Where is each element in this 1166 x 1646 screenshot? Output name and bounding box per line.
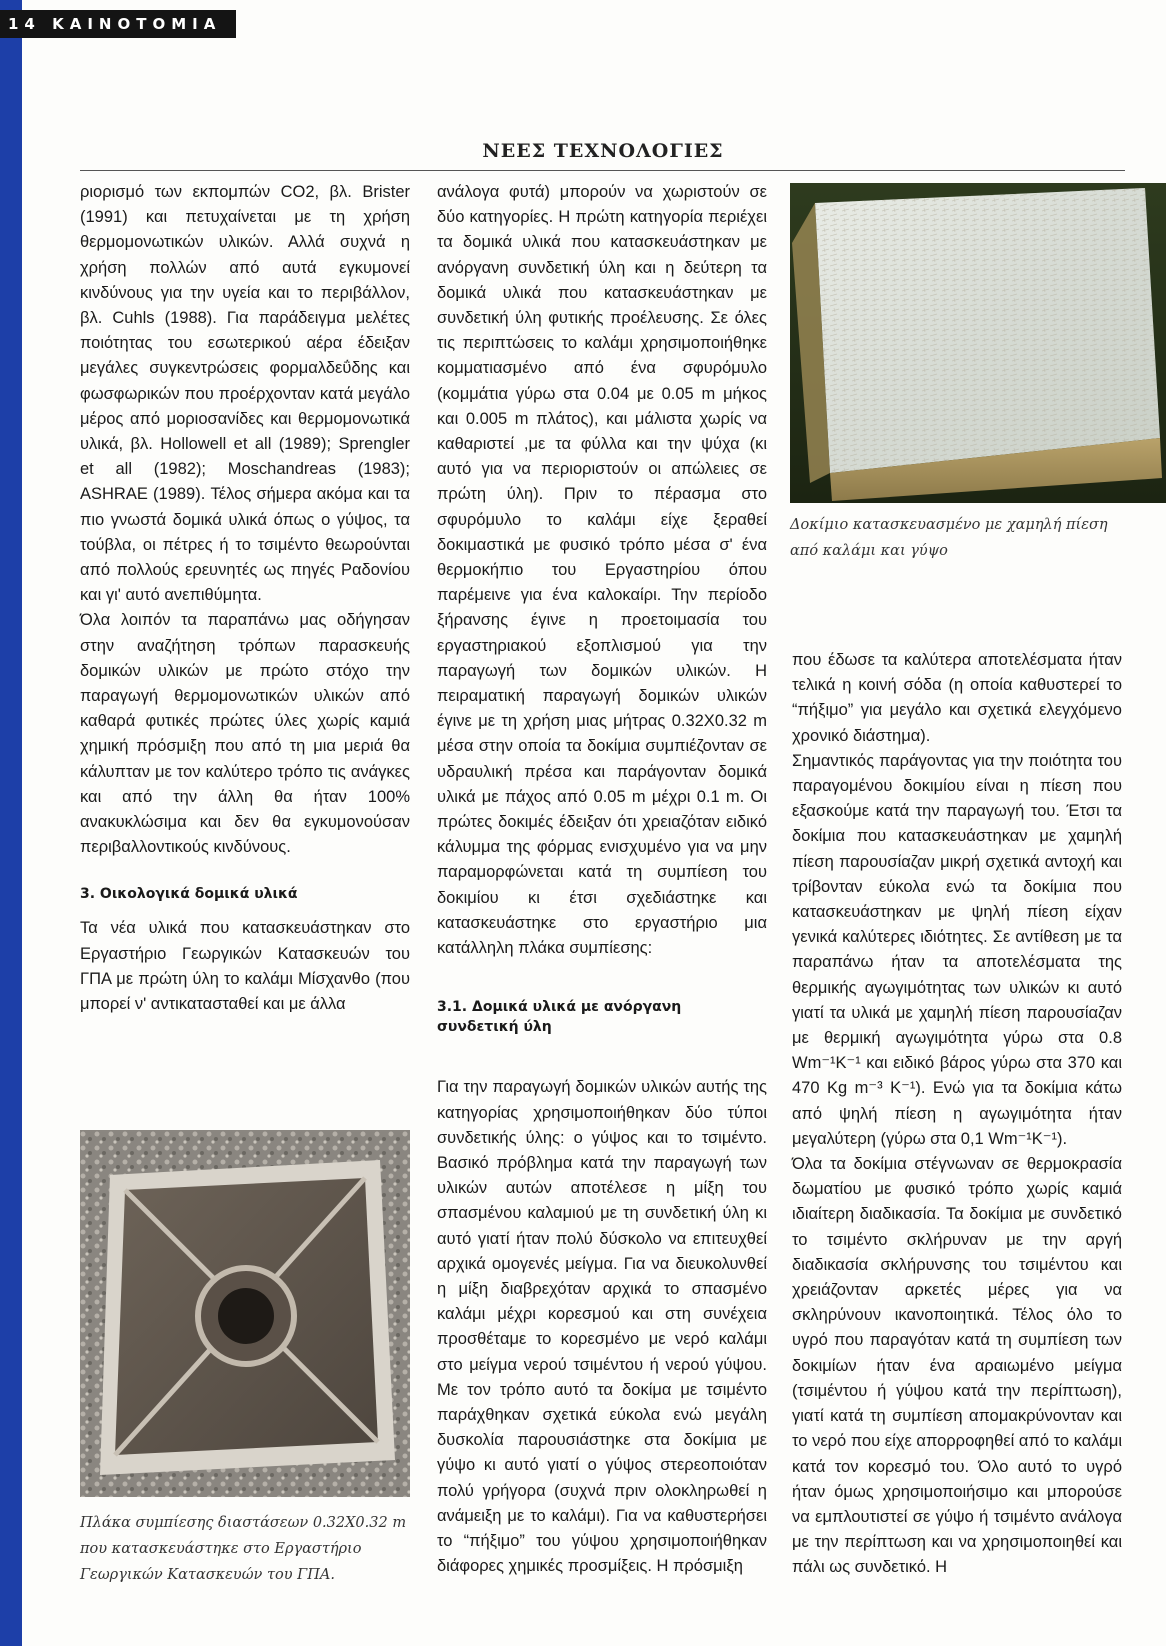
section-title: ΝΕΕΣ ΤΕΧΝΟΛΟΓΙΕΣ — [482, 140, 724, 162]
press-plate-photo — [80, 1130, 410, 1497]
title-rule — [80, 170, 1125, 171]
paragraph: Τα νέα υλικά που κατασκευάστηκαν στο Εργαστήριο Γεωργικών Κατασκευών του ΓΠΑ με πρώτη ύλη το καλάμι Μίσχανθο (που μπορεί ν' αντικατασταθεί και με άλλα — [80, 919, 410, 1014]
paragraph: που έδωσε τα καλύτερα αποτελέσματα ήταν τελικά η κοινή σόδα (η οποία καθυστερεί το “πήξιμο” για μεγάλο και σχετικά ελεγχόμενο χρονικό διάστημα). — [792, 651, 1122, 745]
press-plate-caption: Πλάκα συμπίεσης διαστάσεων 0.32Χ0.32 m που κατασκευάστηκε στο Εργαστήριο Γεωργικών Κατασκευών του ΓΠΑ. — [80, 1515, 407, 1583]
column-3 — [792, 648, 1122, 1581]
straw-sample-caption: Δοκίμιο κατασκευασμένο με χαμηλή πίεση από καλάμι και γύψο — [790, 517, 1108, 559]
paragraph: Όλα λοιπόν τα παραπάνω μας οδήγησαν στην αναζήτηση τρόπων παρασκευής δομικών υλικών με πρώτο στόχο την παραγωγή θερμομονωτικών υλικών από καθαρά φυτικές πρώτες ύλες χωρίς καμιά χημική πρόσμιξη που από τη μια μεριά θα κάλυπταν με τον καλύτερο τρόπο τις ανάγκες και από την άλλη θα ήταν 100% ανακυκλώσιμα και δεν θα εγκυμονούσαν περιβαλλοντικούς κινδύνους. — [80, 611, 410, 857]
paragraph: Σημαντικός παράγοντας για την ποιότητα του παραγομένου δοκιμίου είναι η πίεση που εξασκούμε κατά την παραγωγή του. Έτσι τα δοκίμια που κατασκευάστηκαν με χαμηλή πίεση παρουσίαζαν μικρή σχετικά αντοχή και τρίβονταν εύκολα ενώ τα δοκίμια που κατασκευάστηκαν με ψηλή πίεση είχαν γενικά καλύτερες ιδιότητες. Σε αντίθεση με τα παραπάνω ήταν τα αποτελέσματα της θερμικής αγωγιμότητας των υλικών κι αυτό γιατί τα υλικά με χαμηλή πίεση παρουσίαζαν με θερμική αγωγιμότητα γύρω στα 0.8 Wm⁻¹K⁻¹ και ειδικό βάρος γύρω στα 370 και 470 Kg m⁻³ K⁻¹). Ενώ για τα δοκίμια κάτω από ψηλή πίεση η αγωγιμότητα ήταν μεγαλύτερη (γύρω στα 0,1 Wm⁻¹K⁻¹). — [792, 751, 1122, 1148]
column-1 — [80, 180, 410, 1017]
heading-section-3-1: 3.1. Δομικά υλικά με ανόργανη συνδετική ύλη — [437, 999, 682, 1036]
left-blue-margin-bar — [0, 0, 22, 1646]
paragraph: Για την παραγωγή δομικών υλικών αυτής της κατηγορίας χρησιμοποιήθηκαν δύο τύποι συνδετικής ύλης: ο γύψος και το τσιμέντο. Βασικό πρόβλημα κατά την παραγωγή των υλικών αυτών αποτέλεσε η μίξη του σπασμένου καλαμιού με τη συνδετική ύλη κι αυτό γιατί ήταν πολύ δύσκολο να επιτευχθεί αρχικά ομογενές μείγμα. Για να διευκολυνθεί η μίξη διαβρεχόταν αρχικά το σπασμένο καλάμι μέχρι κορεσμού και στη συνέχεια προσθέταμε το κορεσμένο με νερό καλάμι στο μείγμα νερού τσιμέντου ή νερού γύψου. Με τον τρόπο αυτό τα δοκίμα με τσιμέντο παράχθηκαν σχετικά εύκολα ενώ μεγάλη δυσκολία παρουσιάστηκε στα δοκίμια με γύψο κι αυτό γιατί ο γύψος στερεοποιόταν πολύ γρήγορα (συχνά πριν ολοκληρωθεί η ανάμειξη με το καλάμι). Για να καθυστερήσει το “πήξιμο” του γύψου χρησιμοποιήθηκαν διάφορες χημικές προσμίξεις. Η πρόσμιξη — [437, 1078, 767, 1576]
paragraph: ανάλογα φυτά) μπορούν να χωριστούν σε δύο κατηγορίες. Η πρώτη κατηγορία περιέχει τα δομικά υλικά που κατασκευάστηκαν με ανόργανη συνδετική ύλη και η δεύτερη τα δομικά υλικά που κατασκευάστηκαν με συνδετική ύλη φυτικής προέλευσης. Σε όλες τις περιπτώσεις το καλάμι χρησιμοποιήθηκε κομματιασμένο από ένα σφυρόμυλο (κομμάτια γύρω στα 0.04 με 0.05 m μήκος και 0.005 m πλάτος), και μάλιστα χωρίς να καθαριστεί ,με τα φύλλα και την ψύχα (κι αυτό για να περιοριστούν οι απώλειες σε πρώτη ύλη). Πριν το πέρασμα στο σφυρόμυλο το καλάμι είχε ξεραθεί δοκιμαστικά με φυσικό τρόπο μέσα σ' ένα θερμοκήπιο του Εργαστηρίου όπου παρέμεινε για ένα καλοκαίρι. Την περίοδο ξήρανσης έγινε η προετοιμασία του εργαστηριακού εξοπλισμού για την παραγωγή των δομικών υλικών. Η πειραματική παραγωγή δομικών υλικών έγινε με τη χρήση μιας μήτρας 0.32Χ0.32 m μέσα στην οποία τα δοκίμια συμπιέζονταν σε υδραυλική πρέσα και παράγονταν δομικά υλικά με πάχος από 0.05 m μέχρι 0.1 m. Οι πρώτες δοκιμές έδειξαν ότι χρειαζόταν ειδικό κάλυμμα της φόρμας ενισχυμένο για να μην παραμορφώνεται κατά τη συμπίεση του δοκιμίου κι έτσι σχεδιάστηκε και κατασκευάστηκε στο εργαστήριο μια κατάλληλη πλάκα συμπίεσης: — [437, 183, 767, 958]
column-2 — [437, 180, 767, 1579]
page-header-tab: 14 ΚΑΙΝΟΤΟΜΙΑ — [0, 10, 236, 38]
paragraph: ριορισμό των εκπομπών CO2, βλ. Brister (1991) και πετυχαίνεται με τη χρήση θερμομονωτικών υλικών. Αλλά συχνά η χρήση πολλών από αυτά εγκυμονεί κινδύνους για την υγεία και το περιβάλλον, βλ. Cuhls (1988). Για παράδειγμα μελέτες ποιότητας του εσωτερικού αέρα έδειξαν μεγάλες συγκεντρώσεις φορμαλδεΰδης και φωσφωρικών που προέρχονταν κατά μεγάλο μέρος από μοριοσανίδες και θερμομονωτικά υλικά, βλ. Hollowell et all (1989); Sprengler et all (1982); Moschandreas (1983); ASHRAE (1989). Τέλος σήμερα ακόμα και τα πιο γνωστά δομικά υλικά όπως ο γύψος, τα τούβλα, οι πέτρες ή το τσιμέντο θεωρούνται από πολλούς ερευνητές ως πηγές Ραδονίου και γι' αυτό ανεπιθύμητα. — [80, 183, 410, 605]
paragraph: Όλα τα δοκίμια στέγνωναν σε θερμοκρασία δωματίου με φυσικό τρόπο χωρίς καμιά ιδιαίτερη διαδικασία. Τα δοκίμια με συνδετικό το τσιμέντο σκλήρυναν με την αργή διαδικασία σκλήρυνσης του τσιμέντου και χρειάζονταν αρκετές μέρες για να σκληρύνουν ικανοποιητικά. Τέλος όλο το υγρό που παραγόταν κατά τη συμπίεση των δοκιμίων ήταν ένα αραιωμένο μείγμα (τσιμέντου ή γύψου κατά την περίπτωση), γιατί κατά τη συμπίεση απομακρύνονταν και το νερό που είχε απορροφηθεί από το καλάμι κατά τον κορεσμό του. Όλο αυτό το υγρό ήταν όμως χρησιμοποιήσιμο και μπορούσε να εμπλουτιστεί σε γύψο ή τσιμέντο ανάλογα με την περίπτωση και να χρησιμοποιηθεί και πάλι ως συνδετικό. Η — [792, 1155, 1122, 1577]
heading-section-3: 3. Οικολογικά δομικά υλικά — [80, 886, 298, 903]
straw-sample-photo — [790, 183, 1166, 503]
